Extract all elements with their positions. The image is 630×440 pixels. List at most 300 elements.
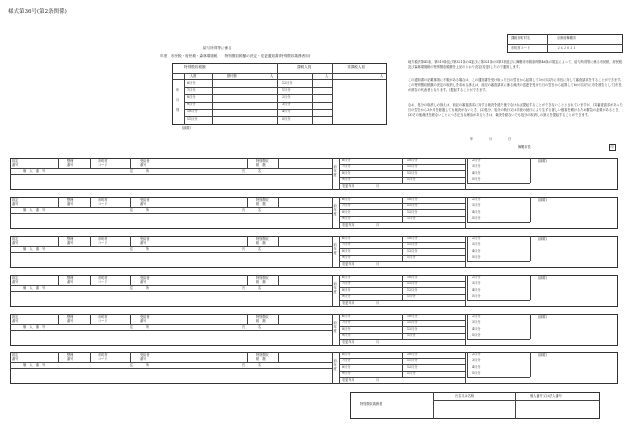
month-c1-2: 8月分: [342, 170, 351, 175]
month-c3-2: 4月分: [472, 170, 481, 175]
record-rule-a: [10, 246, 332, 247]
ref-num: 番号: [67, 162, 74, 167]
city-box-rule: [507, 44, 623, 45]
month-col-rule: [402, 275, 403, 300]
employee-num-label: 個 人 番 号: [23, 324, 46, 329]
month-c3-3: 5月分: [472, 215, 481, 220]
rule: [247, 158, 248, 168]
city-label: 市町村: [98, 197, 108, 202]
side-col: [339, 236, 340, 268]
month-c3-3: 5月分: [472, 370, 481, 375]
employee-num-label: 個 人 番 号: [23, 207, 46, 212]
rule: [278, 314, 279, 324]
record-rule-a: [10, 207, 332, 208]
address-label: 住 所: [130, 207, 150, 212]
top-table-notes: (摘要): [182, 126, 191, 130]
month-c3-2: 4月分: [472, 287, 481, 292]
tax-amount-label: 税 額: [256, 201, 266, 206]
rule: [278, 197, 279, 207]
designation-num: 番号: [12, 240, 19, 245]
month-c3-1: 3月分: [472, 203, 481, 208]
record-notes-label: (摘要): [538, 352, 547, 357]
header-line2: 年度 市民税・府民税・森林環境税 特別徴収税額の決定・変更通知書(特別徴収義務者用): [160, 54, 311, 58]
month-c2-3: 1月分: [407, 332, 416, 337]
month-left-2: 8月分: [187, 94, 196, 99]
designation-num: 番号: [12, 201, 19, 206]
special-tax-label: 特別徴収: [256, 352, 269, 357]
month-c2-0: 10月分: [407, 314, 418, 319]
designation-label: 指定: [12, 314, 19, 319]
employee-num-label: 個 人 番 号: [23, 362, 46, 367]
city-label: 市町村: [98, 236, 108, 241]
month-c1-0: 6月分: [342, 158, 351, 163]
date-day: 日: [508, 137, 512, 141]
row-label-0: 年: [176, 88, 180, 92]
city-label: 市町村: [98, 158, 108, 163]
month-c2-1: 11月分: [407, 281, 418, 286]
month-col-rule3: [530, 236, 531, 261]
tax-amount-label: 税 額: [256, 279, 266, 284]
recipient-label: 受給者: [140, 158, 150, 163]
month-col-rule3: [530, 197, 531, 222]
month-col-rule3: [530, 275, 531, 300]
footer-box: [350, 392, 600, 419]
month-c2-1: 11月分: [407, 164, 418, 169]
month-bottom-rule: [467, 377, 530, 378]
name-label: 氏 名: [242, 246, 262, 251]
month-col-rule2: [467, 158, 468, 183]
city-box-divider: [547, 34, 548, 53]
month-c1-3: 9月分: [342, 370, 351, 375]
month-right-1: 1月分: [282, 87, 291, 92]
record-notes-label: (摘要): [538, 197, 547, 202]
change-label: 変更年月: [342, 377, 355, 382]
change-month: 月: [376, 183, 380, 188]
form-number: 様式第36号(第2条関係): [8, 9, 67, 15]
ref-num: 番号: [67, 279, 74, 284]
record-notes-label: (摘要): [538, 275, 547, 280]
rule: [130, 352, 131, 362]
month-c3-1: 3月分: [472, 242, 481, 247]
month-col-rule: [402, 314, 403, 339]
month-c2-3: 1月分: [407, 370, 416, 375]
top-left-row-rule: [184, 109, 277, 110]
month-bottom-rule: [467, 300, 530, 301]
rule: [247, 197, 248, 207]
tax-amount-label: 税 額: [256, 318, 266, 323]
month-c3-0: 2月分: [472, 236, 481, 241]
recipient-label: 受給者: [140, 197, 150, 202]
rule: [90, 275, 91, 285]
name-label: 氏 名: [242, 207, 262, 212]
month-c2-1: 11月分: [407, 320, 418, 325]
top-table-head-rule: [172, 73, 387, 74]
rule: [247, 314, 248, 324]
change-label: 変更年月: [342, 261, 355, 266]
month-c2-3: 1月分: [407, 254, 416, 259]
designation-label: 指定: [12, 197, 19, 202]
change-label: 変更年月: [342, 183, 355, 188]
row-label-1: 月: [176, 98, 180, 102]
month-bottom-rule: [467, 222, 530, 223]
month-c1-2: 8月分: [342, 287, 351, 292]
employee-num-label: 個 人 番 号: [23, 246, 46, 251]
unit-mid: 人: [325, 74, 329, 78]
recipient-label: 受給者: [140, 236, 150, 241]
address-label: 住 所: [130, 168, 150, 173]
record-rule-b: [10, 252, 332, 253]
top-table-sub-rule: [172, 79, 387, 80]
ref-label: 整理: [67, 158, 74, 163]
code-label: コード: [98, 240, 108, 245]
mayor-label: 舞鶴市長: [518, 145, 531, 149]
sub-head-amount-left: 納付額: [227, 74, 237, 78]
month-c1-3: 9月分: [342, 332, 351, 337]
record-rule-b: [10, 174, 332, 175]
side-char-2: 度: [333, 251, 337, 255]
address-label: 住 所: [130, 246, 150, 251]
recipient-num: 番号: [140, 240, 147, 245]
code-label: コード: [98, 201, 108, 206]
month-c2-2: 12月分: [407, 209, 418, 214]
ref-num: 番号: [67, 201, 74, 206]
sub-head-count-left: 人数: [190, 74, 197, 78]
month-c1-0: 6月分: [342, 314, 351, 319]
month-c3-1: 3月分: [472, 320, 481, 325]
rule: [58, 236, 59, 246]
designation-num: 番号: [12, 318, 19, 323]
record-rule-b: [10, 368, 332, 369]
rule: [247, 236, 248, 246]
record-rule-a: [10, 285, 332, 286]
record-divider-notes: [465, 275, 466, 307]
month-c3-0: 2月分: [472, 158, 481, 163]
code-value: ２６２０２１: [557, 45, 577, 50]
change-label: 変更年月: [342, 300, 355, 305]
month-c3-3: 5月分: [472, 293, 481, 298]
name-label: 氏 名: [242, 324, 262, 329]
date-month: 月: [489, 137, 493, 141]
code-label: コード: [98, 318, 108, 323]
side-col: [339, 275, 340, 307]
month-c1-3: 9月分: [342, 293, 351, 298]
month-c3-1: 3月分: [472, 164, 481, 169]
side-char-0: 前: [333, 321, 337, 325]
record-rule-a: [10, 324, 332, 325]
change-month: 月: [376, 300, 380, 305]
change-month: 月: [376, 261, 380, 266]
month-c2-2: 12月分: [407, 248, 418, 253]
record-divider-notes: [465, 158, 466, 190]
month-right-5: 5月分: [282, 116, 291, 121]
top-table-right-divider: [332, 63, 333, 125]
month-c1-1: 7月分: [342, 203, 351, 208]
rule: [58, 275, 59, 285]
month-c1-2: 8月分: [342, 364, 351, 369]
recipient-num: 番号: [140, 162, 147, 167]
name-label: 氏 名: [242, 362, 262, 367]
recipient-num: 番号: [140, 356, 147, 361]
month-c2-2: 12月分: [407, 364, 418, 369]
code-label: コード: [98, 356, 108, 361]
month-right-4: 4月分: [282, 109, 291, 114]
month-col-rule: [402, 197, 403, 222]
row-label-2: 別: [176, 108, 180, 112]
name-label: 氏 名: [242, 168, 262, 173]
month-c2-1: 11月分: [407, 358, 418, 363]
footer-mid-label: 氏名又は名称: [455, 393, 475, 398]
month-c1-0: 6月分: [342, 197, 351, 202]
month-c2-1: 11月分: [407, 242, 418, 247]
side-col: [339, 197, 340, 229]
rule: [90, 352, 91, 362]
month-left-1: 7月分: [187, 87, 196, 92]
side-col: [339, 314, 340, 346]
top-left-row-rule: [184, 94, 277, 95]
rule: [278, 352, 279, 362]
city-value: 京都府舞鶴市: [557, 36, 577, 40]
recipient-num: 番号: [140, 201, 147, 206]
col-nontax-label: 非課税人員: [347, 65, 365, 69]
ref-num: 番号: [67, 240, 74, 245]
header-line1: 給与所得等に係る: [203, 46, 232, 50]
month-c2-3: 1月分: [407, 176, 416, 181]
city-label: 課税市町村名: [511, 36, 531, 40]
side-char-0: 前: [333, 243, 337, 247]
date-year: 年: [470, 137, 474, 141]
designation-label: 指定: [12, 275, 19, 280]
special-tax-label: 特別徴収: [256, 314, 269, 319]
month-c1-1: 7月分: [342, 242, 351, 247]
month-c2-0: 10月分: [407, 197, 418, 202]
side-char-2: 度: [333, 290, 337, 294]
month-c1-3: 9月分: [342, 176, 351, 181]
month-left-0: 6月分: [187, 80, 196, 85]
rule: [247, 275, 248, 285]
side-char-1: 年: [333, 247, 337, 251]
top-left-row-rule: [184, 102, 277, 103]
ref-label: 整理: [67, 197, 74, 202]
designation-label: 指定: [12, 352, 19, 357]
month-c2-0: 10月分: [407, 236, 418, 241]
footer-div2: [515, 392, 516, 419]
month-c2-2: 12月分: [407, 326, 418, 331]
record-rule-b: [10, 330, 332, 331]
side-char-1: 年: [333, 208, 337, 212]
tax-amount-label: 税 額: [256, 240, 266, 245]
side-char-2: 度: [333, 367, 337, 371]
notice-paragraph-1: この通知書の記載事項に不服がある場合は、この通知書を受け取った日の翌日から起算して3か月以内に市長に対して審査請求をすることができます。この特別徴収税額の決定の取消しを求める訴えは、前記の審査請求に係る裁決の送達を受けた日の翌日から起算して6か月以内に市を被告として(市長が被告の代表者となります。)提起することができます。: [408, 78, 624, 92]
side-char-2: 度: [333, 329, 337, 333]
month-col-rule: [402, 352, 403, 377]
record-rule-a: [10, 168, 332, 169]
month-col-rule3: [530, 314, 531, 339]
month-col-rule2: [467, 236, 468, 261]
notice-paragraph-0: 地方税法第41条、第319条及び第321条の4並びに第321条の5第1項並びに舞鶴市市税条例第46条の規定によって、給与所得等に係る市民税、府民税及び森林環境税の特別徴収税額を上記のとおり決定(変更)したので通知します。: [408, 60, 623, 69]
month-c1-2: 8月分: [342, 326, 351, 331]
month-c3-1: 3月分: [472, 358, 481, 363]
record-notes-label: (摘要): [538, 158, 547, 163]
month-c2-0: 10月分: [407, 158, 418, 163]
month-c2-2: 12月分: [407, 170, 418, 175]
month-left-3: 9月分: [187, 102, 196, 107]
change-label: 変更年月: [342, 222, 355, 227]
month-left-5: 11月分: [187, 116, 198, 121]
month-c3-0: 2月分: [472, 314, 481, 319]
tax-amount-label: 税 額: [256, 356, 266, 361]
designation-label: 指定: [12, 236, 19, 241]
month-c3-3: 5月分: [472, 332, 481, 337]
city-label: 市町村: [98, 275, 108, 280]
ref-label: 整理: [67, 314, 74, 319]
rule: [90, 314, 91, 324]
address-label: 住 所: [130, 362, 150, 367]
top-table-count-divider-right: [312, 73, 313, 125]
top-table-count-divider: [212, 73, 213, 125]
side-char-0: 前: [333, 359, 337, 363]
footer-div1: [433, 392, 434, 419]
ref-label: 整理: [67, 275, 74, 280]
rule: [130, 236, 131, 246]
month-left-4: 10月分: [187, 109, 198, 114]
record-divider-notes: [465, 352, 466, 384]
recipient-num: 番号: [140, 318, 147, 323]
month-c1-0: 6月分: [342, 275, 351, 280]
record-notes-label: (摘要): [538, 314, 547, 319]
side-char-1: 年: [333, 286, 337, 290]
rule: [278, 236, 279, 246]
code-label: コード: [98, 162, 108, 167]
month-c1-3: 9月分: [342, 215, 351, 220]
month-c3-2: 4月分: [472, 326, 481, 331]
month-bottom-rule: [467, 183, 530, 184]
month-c2-0: 10月分: [407, 275, 418, 280]
designation-num: 番号: [12, 356, 19, 361]
month-col-rule2: [467, 197, 468, 222]
month-c3-3: 5月分: [472, 254, 481, 259]
side-col: [339, 352, 340, 384]
month-c1-1: 7月分: [342, 281, 351, 286]
rule: [247, 352, 248, 362]
seal-char: 印: [610, 144, 614, 149]
month-c3-3: 5月分: [472, 176, 481, 181]
month-c3-2: 4月分: [472, 364, 481, 369]
side-char-1: 年: [333, 363, 337, 367]
tax-amount-label: 税 額: [256, 162, 266, 167]
rule: [58, 158, 59, 168]
side-char-0: 前: [333, 282, 337, 286]
month-c3-2: 4月分: [472, 248, 481, 253]
ref-num: 番号: [67, 318, 74, 323]
month-col-rule2: [467, 275, 468, 300]
code-label: 市町村コード: [511, 45, 531, 50]
unit-right: 人: [380, 74, 384, 78]
col-taxpayers-label: 課税人員: [297, 65, 312, 69]
record-rule-b: [10, 213, 332, 214]
month-c1-2: 8月分: [342, 248, 351, 253]
rule: [278, 158, 279, 168]
address-label: 住 所: [130, 324, 150, 329]
side-char-2: 度: [333, 173, 337, 177]
month-right-0: 12月分: [282, 80, 293, 85]
change-month: 月: [376, 222, 380, 227]
ref-num: 番号: [67, 356, 74, 361]
side-char-1: 年: [333, 169, 337, 173]
month-bottom-rule: [467, 339, 530, 340]
side-char-0: 前: [333, 165, 337, 169]
record-divider-notes: [465, 314, 466, 346]
top-left-row-rule: [184, 116, 277, 117]
code-label: コード: [98, 279, 108, 284]
record-rule-a: [10, 362, 332, 363]
footer-left-label: 特別徴収義務者: [360, 402, 383, 406]
rule: [278, 275, 279, 285]
side-char-1: 年: [333, 325, 337, 329]
month-c2-3: 1月分: [407, 215, 416, 220]
rule: [130, 275, 131, 285]
month-c1-0: 6月分: [342, 352, 351, 357]
special-tax-label: 特別徴収: [256, 158, 269, 163]
month-c2-3: 1月分: [407, 293, 416, 298]
month-c1-1: 7月分: [342, 320, 351, 325]
rule: [90, 197, 91, 207]
rule: [58, 197, 59, 207]
month-c1-1: 7月分: [342, 358, 351, 363]
record-notes-label: (摘要): [538, 236, 547, 241]
notice-paragraph-2: なお、処分の取消しの訴えは、前記の審査請求に対する裁決を経た後でなければ提起することができないこととされていますが、(1)審査請求があった日の翌日から3か月を経過しても裁決がないとき、(2)処分、処分の執行又は手続の続行により生ずる著しい損害を避けるため緊急の必要があるとき、(3)その他裁決を経ないことにつき正当な理由があるときは、裁決を経ないでも処分の取消しの訴えを提起することができます。: [408, 103, 623, 117]
month-right-2: 2月分: [282, 94, 291, 99]
employee-num-label: 個 人 番 号: [23, 285, 46, 290]
month-c3-0: 2月分: [472, 275, 481, 280]
month-col-rule3: [530, 352, 531, 377]
rule: [90, 236, 91, 246]
month-c3-0: 2月分: [472, 197, 481, 202]
side-char-0: 前: [333, 204, 337, 208]
ref-label: 整理: [67, 236, 74, 241]
record-divider-notes: [465, 236, 466, 268]
recipient-label: 受給者: [140, 352, 150, 357]
footer-right-label: 個人番号又は法人番号: [530, 393, 562, 398]
month-col-rule2: [467, 314, 468, 339]
month-c3-2: 4月分: [472, 209, 481, 214]
unit-left: 人: [270, 74, 274, 78]
rule: [130, 197, 131, 207]
month-col-rule: [402, 236, 403, 261]
side-col: [339, 158, 340, 190]
ref-label: 整理: [67, 352, 74, 357]
special-tax-label: 特別徴収: [256, 197, 269, 202]
recipient-num: 番号: [140, 279, 147, 284]
city-label: 市町村: [98, 314, 108, 319]
designation-num: 番号: [12, 162, 19, 167]
top-left-row-rule: [184, 87, 277, 88]
record-rule-b: [10, 291, 332, 292]
month-c1-0: 6月分: [342, 236, 351, 241]
designation-label: 指定: [12, 158, 19, 163]
recipient-label: 受給者: [140, 275, 150, 280]
col-special-label: 特別徴収税額: [184, 65, 206, 69]
month-right-3: 3月分: [282, 102, 291, 107]
top-table-side-divider: [184, 73, 185, 125]
month-c2-0: 10月分: [407, 352, 418, 357]
special-tax-label: 特別徴収: [256, 236, 269, 241]
month-col-rule: [402, 158, 403, 183]
month-c2-2: 12月分: [407, 287, 418, 292]
month-c1-2: 8月分: [342, 209, 351, 214]
designation-num: 番号: [12, 279, 19, 284]
special-tax-label: 特別徴収: [256, 275, 269, 280]
name-label: 氏 名: [242, 285, 262, 290]
